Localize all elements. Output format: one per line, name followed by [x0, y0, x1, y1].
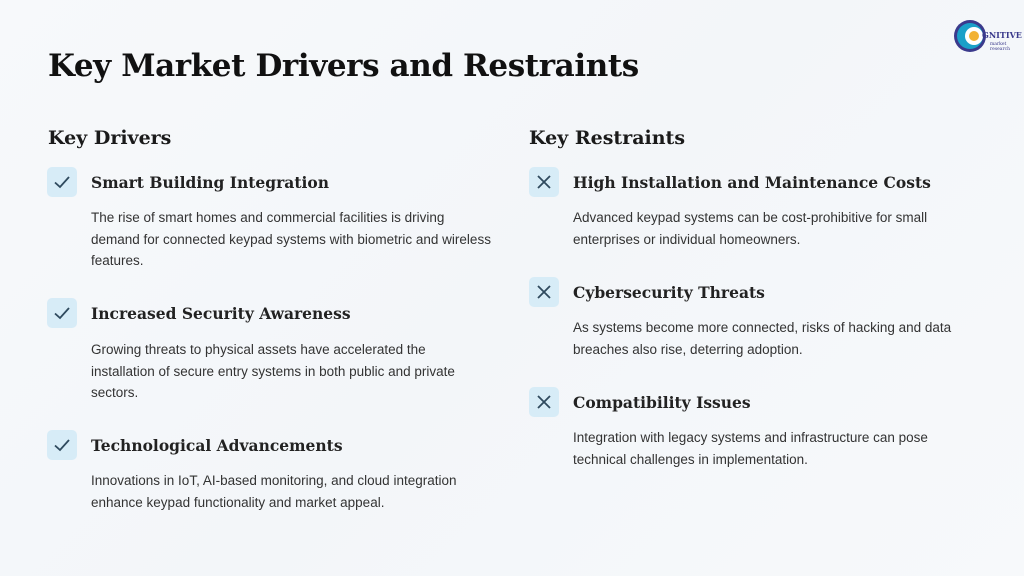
restraint-title: Cybersecurity Threats [573, 283, 765, 302]
restraint-title: High Installation and Maintenance Costs [573, 173, 931, 192]
driver-description: The rise of smart homes and commercial facilities is driving demand for connected keypad systems with biometric and wireless features. [91, 210, 491, 268]
check-icon [47, 298, 77, 328]
logo-text-main: GNITIVE [982, 30, 1022, 40]
restraint-title: Compatibility Issues [573, 393, 751, 412]
driver-description: Growing threats to physical assets have accelerated the installation of secure entry systems in both public and private sectors. [91, 342, 455, 400]
restraints-heading: Key Restraints [529, 127, 686, 149]
slide-title: Key Market Drivers and Restraints [48, 48, 639, 84]
restraint-description: As systems become more connected, risks of hacking and data breaches also rise, deterring adoption. [573, 320, 952, 357]
logo-text-sub2: research [990, 47, 1011, 52]
driver-title: Increased Security Awareness [91, 304, 351, 323]
x-icon [529, 167, 559, 197]
company-logo [952, 16, 1022, 56]
check-icon [47, 430, 77, 460]
restraint-description: Advanced keypad systems can be cost-prohibitive for small enterprises or individual homeowners. [573, 210, 928, 247]
x-icon [529, 277, 559, 307]
restraint-description: Integration with legacy systems and infrastructure can pose technical challenges in implementation. [573, 430, 928, 467]
drivers-heading: Key Drivers [48, 127, 172, 149]
driver-title: Technological Advancements [91, 436, 343, 455]
driver-description: Innovations in IoT, AI-based monitoring, and cloud integration enhance keypad functionality and market appeal. [91, 473, 457, 510]
driver-title: Smart Building Integration [91, 173, 329, 192]
x-icon [529, 387, 559, 417]
logo-text-sub1: market [990, 42, 1007, 47]
check-icon [47, 167, 77, 197]
